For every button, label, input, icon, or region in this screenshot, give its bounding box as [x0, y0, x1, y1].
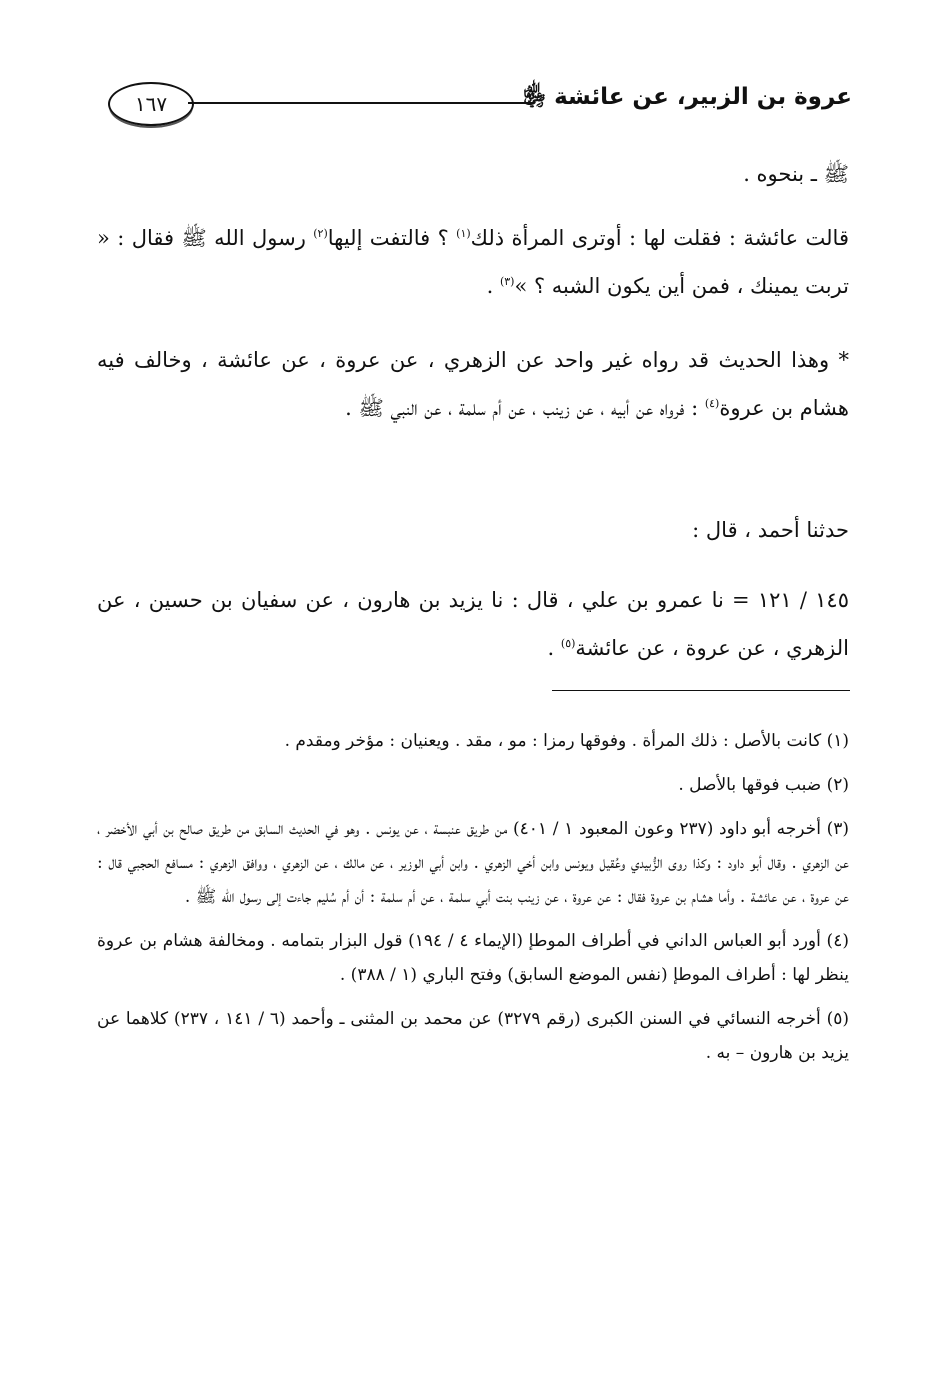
header-title: عروة بن الزبير، عن عائشة ﵂ — [522, 84, 852, 110]
text-run: . — [486, 274, 500, 298]
text-run: ؟ فالتفت إليها — [327, 226, 457, 250]
footnote-5: (٥) أخرجه النسائي في السنن الكبرى (رقم ٣٢٧٩) عن محمد بن المثنى ـ وأحمد (٦ / ١٤١ ، ٢٣٧) كلاهما عن يزيد بن هارون – به . — [97, 1009, 850, 1063]
footnote-marker[interactable]: (٥) — [560, 637, 576, 650]
text-run: قالت عائشة : فقلت لها : أوترى المرأة ذلك — [470, 226, 849, 250]
text-run: رسول الله ﷺ فقال : « تربت يمينك ، فمن أين يكون الشبه ؟ » — [97, 226, 849, 298]
paragraph-text — [97, 576, 849, 672]
footnote-1: (١) كانت بالأصل : ذلك المرأة . وفوقها رمزا : مو ، مقد . ويعنيان : مؤخر ومقدم . — [284, 731, 849, 751]
paragraph-text: حدثنا أحمد ، قال : — [692, 518, 849, 542]
footnote-marker[interactable]: (٤) — [704, 397, 720, 410]
page-number-badge: ١٦٧ — [108, 82, 194, 126]
body-paragraph-2 — [97, 214, 849, 310]
footnote-marker[interactable]: (٢) — [313, 227, 328, 240]
body-paragraph-3 — [97, 336, 849, 432]
body-paragraph-5 — [97, 576, 849, 672]
paragraph-text: ﷺ ـ بنحوه . — [743, 162, 849, 186]
body-paragraph-4 — [97, 506, 849, 554]
footnote-2: (٢) ضبب فوقها بالأصل . — [678, 775, 849, 795]
text-run: * وهذا الحديث قد رواه غير واحد عن الزهري ، عن عروة ، عن عائشة ، وخالف فيه هشام بن عروة — [97, 348, 849, 420]
footnote-4: (٤) أورد أبو العباس الداني في أطراف الموطإ (الإيماء ٤ / ١٩٤) قول البزار بتمامه . ومخالفة هشام بن عروة ينظر لها : أطراف الموطإ (نفس الموضع السابق) وفتح الباري (١ / ٣٨٨) . — [97, 931, 849, 985]
paragraph-text — [97, 336, 849, 432]
footnote-marker[interactable]: (٣) — [499, 275, 515, 288]
footnote-separator — [552, 690, 850, 691]
text-run: ١٤٥ / ١٢١ = نا عمرو بن علي ، قال : نا يزيد بن هارون ، عن سفيان بن حسين ، عن الزهري ، عن عروة ، عن عائشة — [97, 588, 849, 660]
footnote-3: (٣) أخرجه أبو داود (٢٣٧ وعون المعبود ١ / ٤٠١) من طريق عنبسة ، عن يونس . وهو في الحديث السابق من طريق صالح بن أبي الأخضر ، عن الزهري . وقال أبو داود : وكذا روى الزُّبيدي وعُقيل ويونس وابن أخي الزهري . وابن أبي الوزير ، عن مالك ، عن الزهري ، ووافق الزهري : مسافع الحجبي قال : عن عروة ، عن عائشة . وأما هشام بن عروة فقال : عن عروة ، عن زينب بنت أبي سلمة ، عن أم سلمة : أن أم سُليم جاءت إلى رسول الله ﷺ . — [97, 819, 849, 907]
text-run: . — [547, 636, 561, 660]
running-header — [100, 78, 852, 134]
paragraph-text — [97, 214, 849, 310]
text-run: : فرواه عن أبيه ، عن زينب ، عن أم سلمة ، عن النبي ﷺ . — [345, 396, 705, 420]
body-paragraph-1 — [97, 150, 849, 198]
header-rule — [188, 102, 534, 104]
footnote-marker[interactable]: (١) — [456, 227, 471, 240]
footnotes — [97, 724, 849, 1080]
